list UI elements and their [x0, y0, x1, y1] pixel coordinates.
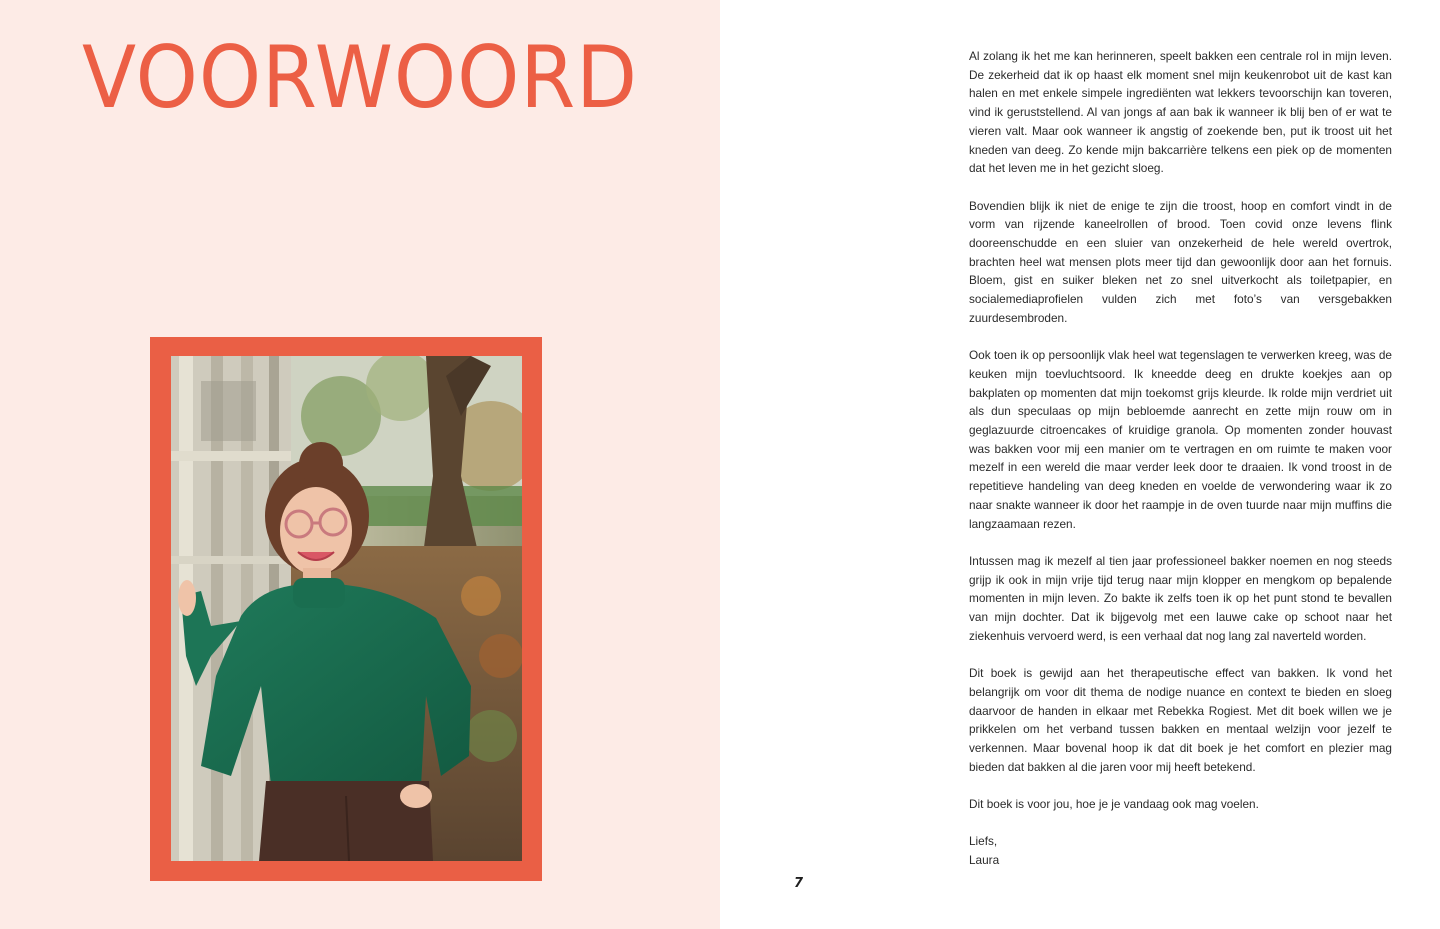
paragraph: Intussen mag ik mezelf al tien jaar professioneel bakker noemen en nog steeds grijp ik ook in mijn vrije tijd terug naar mijn klopper en mengkom op bepalende momenten in mijn leven. Zo bakte ik zelfs toen ik op het punt stond te bevallen van mijn dochter. Dat ik bijgevolg met een lauwe cake op schoot naar het ziekenhuis vervoerd werd, is een verhaal dat nog lang zal naverteld worden.	[969, 553, 1392, 643]
page-number: 7	[794, 876, 804, 891]
page-title: VOORWOORD	[82, 28, 639, 128]
paragraph: Bovendien blijk ik niet de enige te zijn die troost, hoop en comfort vindt in de vorm van rijzende kaneelrollen of brood. Toen covid onze levens flink dooreenschudde en een sluier van onzekerheid de hele wereld overtrok, brachten heel wat mensen plots meer tijd dan gewoonlijk door aan het fornuis. Bloem, gist en suiker bleken net zo snel uitverkocht als toiletpapier, en socialemediaprofielen vulden zich met foto’s van versgebakken zuurdesembroden.	[969, 198, 1392, 325]
signoff	[969, 832, 1392, 869]
author-photo	[171, 356, 522, 861]
photo-frame	[150, 337, 542, 881]
paragraph: Dit boek is gewijd aan het therapeutische effect van bakken. Ik vond het belangrijk om voor dit thema de nodige nuance en context te bieden en sloeg daarvoor de handen in elkaar met Rebekka Rogiest. Met dit boek willen we je prikkelen om het verband tussen bakken en mentaal welzijn voor jezelf te verkennen. Maar bovenal hoop ik dat dit boek je het comfort en plezier mag bieden dat bakken al die jaren voor mij heeft betekend.	[969, 666, 1392, 774]
paragraph: Ook toen ik op persoonlijk vlak heel wat tegenslagen te verwerken kreeg, was de keuken mijn toevluchtsoord. Ik kneedde deeg en drukte koekjes aan op bakplaten op momenten dat mijn toekomst grijs kleurde. Ik rolde mijn verdriet uit als dun speculaas op mijn bebloemde aanrecht en zette mijn rouw om in geglazuurde citroencakes of kruidige granola. Op momenten zonder houvast was bakken voor mij een manier om te vertragen en om ruimte te maken voor mezelf in een wereld die maar verder leek door te draaien. Ik vond troost in de repetitieve handeling van deeg kneden en voelde de verwondering waar ik zo naar snakte wanneer ik door het raampje in de oven tuurde naar mijn muffins die langzaamaan rezen.	[969, 348, 1392, 531]
paragraph: Al zolang ik het me kan herinneren, speelt bakken een centrale rol in mijn leven. De zekerheid dat ik op haast elk moment snel mijn keukenrobot uit de kast kan halen en met enkele simpele ingrediënten wat lekkers tevoorschijn kan toveren, vind ik geruststellend. Al van jongs af aan bak ik wanneer ik blij ben of er wat te vieren valt. Maar ook wanneer ik angstig of zoekende ben, put ik troost uit het kneden van deeg. Zo kende mijn bakcarrière telkens een piek op de momenten dat het leven me in het gezicht sloeg.	[969, 49, 1392, 176]
woman-portrait-icon	[171, 356, 522, 861]
paragraph: Dit boek is voor jou, hoe je je vandaag ook mag voelen.	[969, 797, 1259, 812]
signature: Laura	[969, 853, 1000, 868]
closing-line: Liefs,	[969, 834, 998, 849]
foreword-text	[969, 47, 1392, 870]
